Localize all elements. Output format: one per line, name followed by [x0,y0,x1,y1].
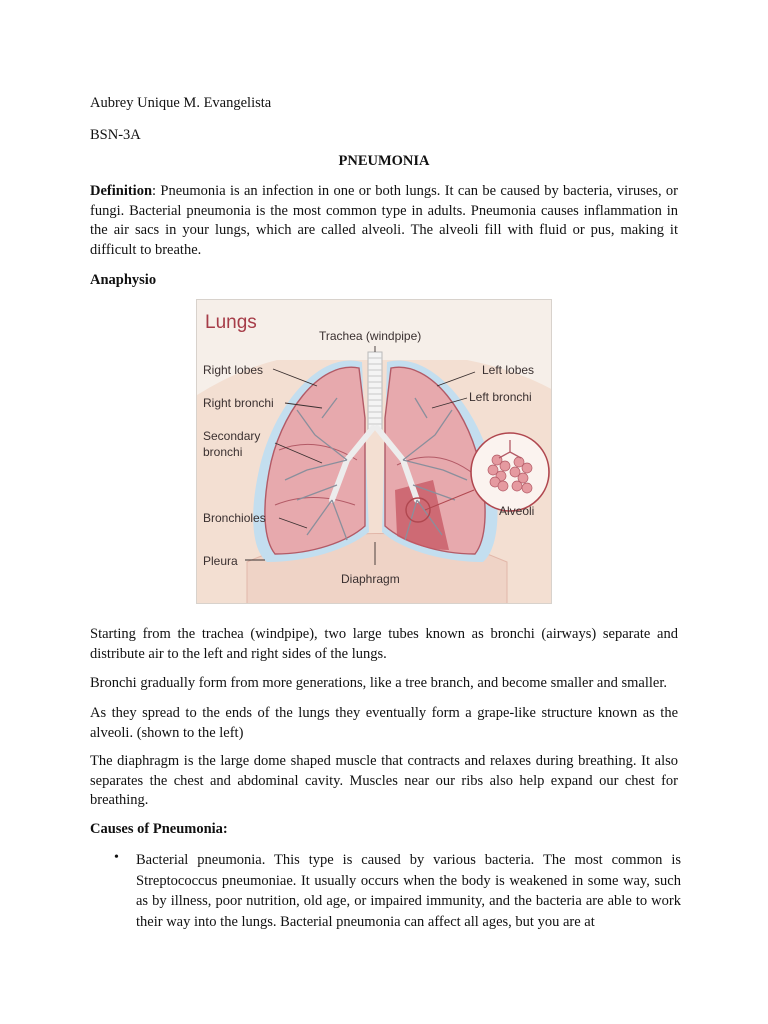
label-secondary-bronchi-line1: Secondary [203,429,261,443]
label-pleura: Pleura [203,554,238,568]
diaphragm-paragraph: The diaphragm is the large dome shaped muscle that contracts and relaxes during breathing. It also separates the chest and abdominal cavity. Muscles near our ribs also help expand our chest for breathing. [90,753,678,808]
document-title: PNEUMONIA [338,153,430,169]
definition-paragraph [90,182,678,260]
lungs-diagram [196,299,552,604]
bronchi-paragraph: Bronchi gradually form from more generations, like a tree branch, and become smaller and smaller. [90,675,667,691]
class-section: BSN-3A [90,127,141,143]
causes-list-item: Bacterial pneumonia. This type is caused by various bacteria. The most common is Streptococcus pneumoniae. It usually occurs when the body is weakened in some way, such as by illness, poor nutrition, old age, or impaired immunity, and the bacteria are able to work their way into the lungs. Bacterial pneumonia can affect all ages, but you are at [136,852,681,930]
bullet-marker: • [114,850,119,865]
label-right-bronchi: Right bronchi [203,396,274,410]
definition-text: : Pneumonia is an infection in one or both lungs. It can be caused by bacteria, viruses, or fungi. Bacterial pneumonia is the most common type in adults. Pneumonia causes inflammation in the air sacs in your lungs, which are called alveoli. The alveoli fill with fluid or pus, making it difficult to breathe. [90,183,678,258]
label-trachea: Trachea (windpipe) [319,329,422,343]
causes-heading: Causes of Pneumonia: [90,821,228,837]
label-secondary-bronchi-line2: bronchi [203,445,243,459]
label-left-bronchi: Left bronchi [469,390,532,404]
label-bronchioles: Bronchioles [203,511,266,525]
lungs-illustration [197,300,552,604]
author-name: Aubrey Unique M. Evangelista [90,95,272,111]
label-diaphragm: Diaphragm [341,572,400,586]
label-left-lobes: Left lobes [482,363,535,377]
label-right-lobes: Right lobes [203,363,264,377]
trachea-paragraph: Starting from the trachea (windpipe), two large tubes known as bronchi (airways) separate and distribute air to the left and right sides of the lungs. [90,626,678,662]
anaphysio-heading: Anaphysio [90,272,157,288]
alveoli-paragraph: As they spread to the ends of the lungs they eventually form a grape-like structure known as the alveoli. (shown to the left) [90,705,678,741]
label-alveoli: Alveoli [499,504,535,518]
diagram-title: Lungs [205,312,257,333]
definition-label: Definition [90,183,153,199]
